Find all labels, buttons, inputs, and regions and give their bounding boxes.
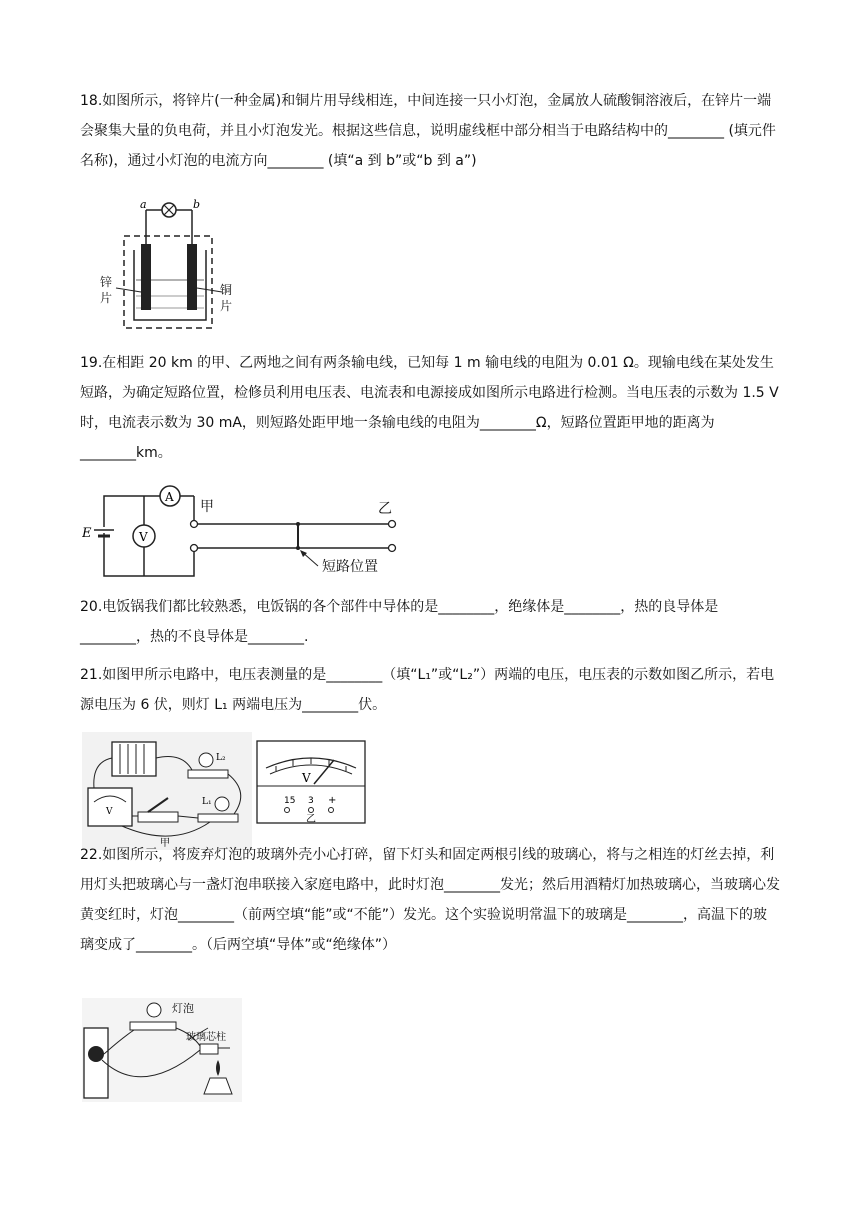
label-bulb: 灯泡 bbox=[172, 1002, 194, 1015]
label-A: A bbox=[165, 490, 174, 504]
figure-glass-conductor bbox=[82, 998, 242, 1102]
question-number: 18. bbox=[80, 93, 103, 109]
label-L2: L₂ bbox=[216, 753, 226, 763]
label-short-position: 短路位置 bbox=[322, 559, 378, 575]
question-number: 19. bbox=[80, 355, 103, 371]
terminal-15: 15 bbox=[284, 796, 296, 806]
question-text: 如图所示，将锌片(一种金属)和铜片用导线相连，中间连接一只小灯泡，金属放人硫酸铜溶液后，在锌片一端会聚集大量的负电荷，并且小灯泡发光。根据这些信息，说明虚线框中部分相当于电路结构中的________ (填元件名称)，通过小灯泡的电流方向________ (填“a 到 b”或“b 到 a”) bbox=[80, 93, 776, 169]
figure-short-circuit bbox=[82, 480, 412, 584]
label-yi: 乙 bbox=[306, 814, 316, 824]
label-b: b bbox=[193, 198, 201, 211]
label-L1: L₁ bbox=[202, 797, 212, 807]
label-V: V bbox=[106, 807, 113, 817]
question-number: 22. bbox=[80, 847, 103, 863]
question-number: 21. bbox=[80, 667, 103, 683]
figure-electrochemical-cell bbox=[96, 196, 236, 336]
question-22 bbox=[80, 840, 780, 960]
label-jia: 甲 bbox=[160, 838, 170, 849]
question-19 bbox=[80, 348, 780, 468]
label-a: a bbox=[140, 198, 147, 211]
question-text: 电饭锅我们都比较熟悉，电饭锅的各个部件中导体的是________，绝缘体是________，热的良导体是________，热的不良导体是________. bbox=[80, 599, 719, 645]
label-zinc: 锌片 bbox=[100, 275, 113, 305]
label-jia: 甲 bbox=[200, 499, 214, 515]
terminal-3: 3 bbox=[308, 796, 314, 806]
question-20 bbox=[80, 592, 780, 652]
question-text: 在相距 20 km 的甲、乙两地之间有两条输电线，已知每 1 m 输电线的电阻为 0.01 Ω。现输电线在某处发生短路，为确定短路位置，检修员利用电压表、电流表和电源接成如图所示电路进行检测。当电压表的示数为 1.5 V 时，电流表示数为 30 mA，则短路处距甲地一条输电线的电阻为________Ω，短路位置距甲地的距离为________km。 bbox=[80, 355, 779, 461]
question-text: 如图所示，将废弃灯泡的玻璃外壳小心打碎，留下灯头和固定两根引线的玻璃心，将与之相连的灯丝去掉，利用灯头把玻璃心与一盏灯泡串联接入家庭电路中，此时灯泡________发光；然后用酒精灯加热玻璃心，当玻璃心发黄变红时，灯泡________（前两空填“能”或“不能”）发光。这个实验说明常温下的玻璃是________，高温下的玻璃变成了________。（后两空填“导体”或“绝缘体”） bbox=[80, 847, 780, 953]
figure-voltmeter-dial bbox=[256, 740, 366, 824]
question-text: 如图甲所示电路中，电压表测量的是________（填“L₁”或“L₂”）两端的电压，电压表的示数如图乙所示，若电源电压为 6 伏，则灯 L₁ 两端电压为________伏。 bbox=[80, 667, 775, 713]
question-21 bbox=[80, 660, 780, 720]
label-E: E bbox=[82, 526, 92, 541]
figure-circuit-photo bbox=[82, 732, 252, 850]
question-number: 20. bbox=[80, 599, 103, 615]
dial-V: V bbox=[302, 771, 311, 785]
label-yi: 乙 bbox=[378, 501, 392, 517]
label-V: V bbox=[139, 530, 148, 544]
label-glass-stem: 玻璃芯柱 bbox=[186, 1032, 226, 1043]
question-18 bbox=[80, 86, 780, 176]
terminal-plus: + bbox=[328, 795, 337, 806]
label-copper: 铜片 bbox=[220, 283, 233, 313]
